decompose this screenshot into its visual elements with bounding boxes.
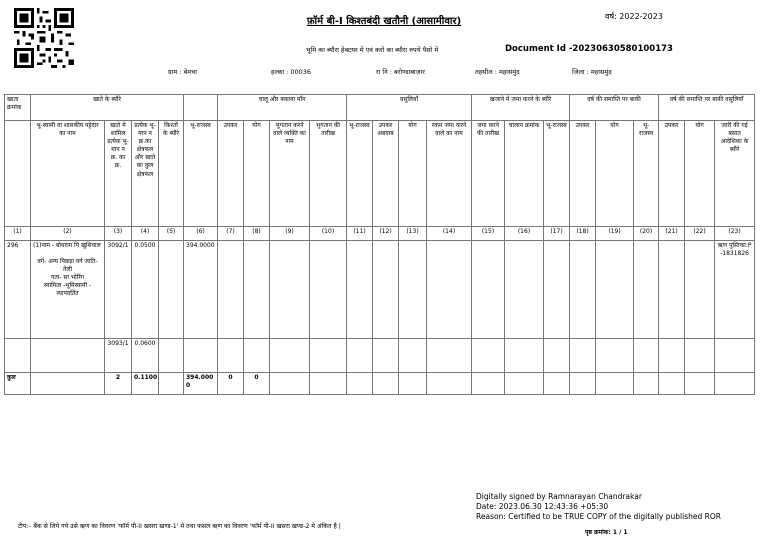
- sub-header-5: किश्तों के ब्यौरे: [159, 121, 184, 227]
- plot-number: 3093/1: [105, 339, 132, 373]
- sub-header-2: भू-स्वामी या शासकीय पट्टेदार का नाम: [31, 121, 105, 227]
- empty-cell: [715, 339, 755, 373]
- plot-number: 3092/1: [105, 241, 132, 339]
- empty-cell: [472, 373, 505, 395]
- group-header-row: [5, 95, 755, 121]
- year-end-header: वर्ष की समाप्ति पर बाकी: [570, 95, 659, 121]
- empty-cell: [427, 339, 472, 373]
- sub-header-23: जारी की गई बसात आदेशिका के ब्यौरे: [715, 121, 755, 227]
- col-number: (20): [634, 227, 659, 241]
- sub-header-4: प्रत्येक भू-माप न क्र.का क्षेत्रफल और खाते का कुल क्षेत्रफल: [132, 121, 159, 227]
- total-cess: 0: [218, 373, 244, 395]
- total-row: [5, 373, 755, 395]
- empty-cell: [596, 339, 634, 373]
- ri-label: रा नि : बरोण्डाबाज़ार: [376, 68, 425, 76]
- empty-cell: [347, 241, 373, 339]
- sub-header-17: भू-राजस्व: [544, 121, 570, 227]
- col-number: (1): [5, 227, 31, 241]
- dues-header: चालू और बकाया मॉंग: [218, 95, 347, 121]
- column-number-row: [5, 227, 755, 241]
- page-number: पृष्ठ क्रमांक: 1 / 1: [585, 529, 628, 536]
- owner-caste: वर्ग- अन्य पिछड़ा वर्ग जाति- तेली: [37, 258, 98, 274]
- district-label: जिला : महासमुंद: [572, 68, 612, 76]
- units-note: भूमि का ब्यौरा हेक्टयर मे एवं करो का ब्यौरा रुपये पैसो मे: [306, 46, 439, 54]
- empty-cell: [472, 339, 505, 373]
- col-number: (18): [570, 227, 596, 241]
- empty-cell: [373, 241, 399, 339]
- col-number: (3): [105, 227, 132, 241]
- empty-cell: [634, 241, 659, 339]
- halka-label: हल्का : 00036: [271, 68, 312, 76]
- empty-cell: [544, 373, 570, 395]
- empty-cell: [5, 339, 31, 373]
- empty-cell: [270, 373, 310, 395]
- empty-cell: [570, 241, 596, 339]
- sub-header-13: योग: [399, 121, 427, 227]
- col-number: (14): [427, 227, 472, 241]
- empty-cell: [427, 373, 472, 395]
- form-title: फ़ॉर्म बी-I किश्तबंदी खतौनी (आसामीवार): [306, 16, 462, 27]
- khata-details-header: खाते के ब्यौरे: [31, 95, 184, 121]
- owner-name: (1)नाम - बोधराम पि खुशियाल: [33, 242, 101, 249]
- sub-header-15: जमा करने की तारीख: [472, 121, 505, 227]
- sub-header-7: उपकर: [218, 121, 244, 227]
- empty-cell: [159, 373, 184, 395]
- total-area: 0.1100: [132, 373, 159, 395]
- empty-cell: [399, 339, 427, 373]
- empty-cell: [544, 339, 570, 373]
- empty-cell: [472, 241, 505, 339]
- empty-cell: [570, 339, 596, 373]
- sub-header-18: उपकर: [570, 121, 596, 227]
- empty-cell: [659, 241, 685, 339]
- sub-header-3: खाते मे शामिल प्रत्येक भू-माप न क्र. का क्र.: [105, 121, 132, 227]
- empty-cell: [347, 339, 373, 373]
- sub-header-16: चालान क्रमांक: [505, 121, 544, 227]
- empty-cell: [505, 373, 544, 395]
- year-end-recovery-header: वर्ष की समाप्ति पर बाकी वसूलियॉं: [659, 95, 755, 121]
- col-number: (9): [270, 227, 310, 241]
- empty-cell: [685, 241, 715, 339]
- signed-by: Digitally signed by Ramnarayan Chandrakar: [476, 492, 642, 501]
- remarks-cell: ऋण पुस्तिका:P-1831826: [715, 241, 755, 339]
- empty-cell: [310, 339, 347, 373]
- col-number: (5): [159, 227, 184, 241]
- empty-cell: [399, 373, 427, 395]
- sub-header-19: योग: [596, 121, 634, 227]
- sub-header-1: [5, 121, 31, 227]
- sub-header-21: उपकर: [659, 121, 685, 227]
- khatauni-table: [4, 94, 755, 395]
- col-number: (17): [544, 227, 570, 241]
- footnote: टीप:– बैंक से लिये गये उसे ऋण का विवरण 'फॉर्म पी-II खसरा खण्ड-1' मे तथा फसल ऋण का विवरण 'फॉर्म पी-II खसरा खण्ड-2 मे अंकित है |: [18, 523, 341, 530]
- sub-header-8: योग: [244, 121, 270, 227]
- empty-cell: [634, 373, 659, 395]
- empty-cell: [218, 339, 244, 373]
- empty-cell: [544, 241, 570, 339]
- installments-cell: [159, 241, 184, 339]
- treasury-header: खजाने मे जमा करने के ब्यौरे: [472, 95, 570, 121]
- sub-header-row: [5, 121, 755, 227]
- land-revenue: 394.0000: [184, 241, 218, 339]
- digital-signature: [476, 492, 721, 522]
- empty-cell: [634, 339, 659, 373]
- empty-cell: [596, 241, 634, 339]
- sub-header-9: भुगतान करने वाले व्यक्ति का नाम: [270, 121, 310, 227]
- empty-cell: [31, 373, 105, 395]
- empty-cell: [505, 241, 544, 339]
- col-number: (13): [399, 227, 427, 241]
- empty-cell: [244, 241, 270, 339]
- empty-cell: [505, 339, 544, 373]
- col-number: (6): [184, 227, 218, 241]
- signed-reason: Reason: Certified to be TRUE COPY of the digitally published ROR: [476, 512, 721, 521]
- empty-cell: [373, 339, 399, 373]
- empty-cell: [570, 373, 596, 395]
- col-number: (10): [310, 227, 347, 241]
- total-label: कुल: [5, 373, 31, 395]
- plot-area: 0.0600: [132, 339, 159, 373]
- empty-cell: [399, 241, 427, 339]
- col-number: (22): [685, 227, 715, 241]
- col-number: (23): [715, 227, 755, 241]
- khata-no-header: खाता क्रमांक: [5, 95, 31, 121]
- col-number: (12): [373, 227, 399, 241]
- empty-cell: [244, 339, 270, 373]
- empty-cell: [310, 373, 347, 395]
- col-number: (2): [31, 227, 105, 241]
- empty-cell: [270, 339, 310, 373]
- col-number: (4): [132, 227, 159, 241]
- col-number: (15): [472, 227, 505, 241]
- col-number: (11): [347, 227, 373, 241]
- sub-header-6: भू-राजस्व: [184, 121, 218, 227]
- khata-number: 296: [5, 241, 31, 339]
- total-plots: 2: [105, 373, 132, 395]
- empty-cell: [715, 373, 755, 395]
- sub-header-22: योग: [685, 121, 715, 227]
- empty-cell: [373, 373, 399, 395]
- owner-address: पता- सा भोरिंग: [50, 274, 85, 282]
- empty-cell: [685, 373, 715, 395]
- document-id: Document Id -20230630580100173: [505, 44, 673, 54]
- sub-header-20: भू-राजस्व: [634, 121, 659, 227]
- blank-header: [184, 95, 218, 121]
- empty-cell: [184, 339, 218, 373]
- col-number: (21): [659, 227, 685, 241]
- col-number: (8): [244, 227, 270, 241]
- empty-cell: [218, 241, 244, 339]
- empty-cell: [270, 241, 310, 339]
- empty-cell: [31, 339, 105, 373]
- empty-cell: [310, 241, 347, 339]
- sub-header-14: रकम जमा करने वाले का नाम: [427, 121, 472, 227]
- plot-area: 0.0500: [132, 241, 159, 339]
- recovery-header: वसूलियॉं: [347, 95, 472, 121]
- sub-header-11: भू-राजस्व: [347, 121, 373, 227]
- village-label: ग्राम : बेमचा: [168, 68, 197, 76]
- owner-ownership: स्वामित्व -भूमिस्वामी - व्यापवर्तित: [43, 282, 92, 298]
- total-land-revenue: 394.0000: [184, 373, 218, 395]
- year-label: वर्ष: 2022-2023: [605, 12, 663, 21]
- sub-header-12: उपकर अबवाब: [373, 121, 399, 227]
- sub-header-10: भुगतान की तारीख: [310, 121, 347, 227]
- tehsil-label: तहसील : महासमुंद: [475, 68, 520, 76]
- owner-cell: [31, 241, 105, 339]
- empty-cell: [596, 373, 634, 395]
- col-number: (19): [596, 227, 634, 241]
- col-number: (7): [218, 227, 244, 241]
- col-number: (16): [505, 227, 544, 241]
- empty-cell: [685, 339, 715, 373]
- empty-cell: [659, 373, 685, 395]
- empty-cell: [159, 339, 184, 373]
- total-sum: 0: [244, 373, 270, 395]
- table-row: [5, 241, 755, 339]
- empty-cell: [659, 339, 685, 373]
- empty-cell: [347, 373, 373, 395]
- signed-date: Date: 2023.06.30 12:43:36 +05:30: [476, 502, 609, 511]
- empty-cell: [427, 241, 472, 339]
- table-row: [5, 339, 755, 373]
